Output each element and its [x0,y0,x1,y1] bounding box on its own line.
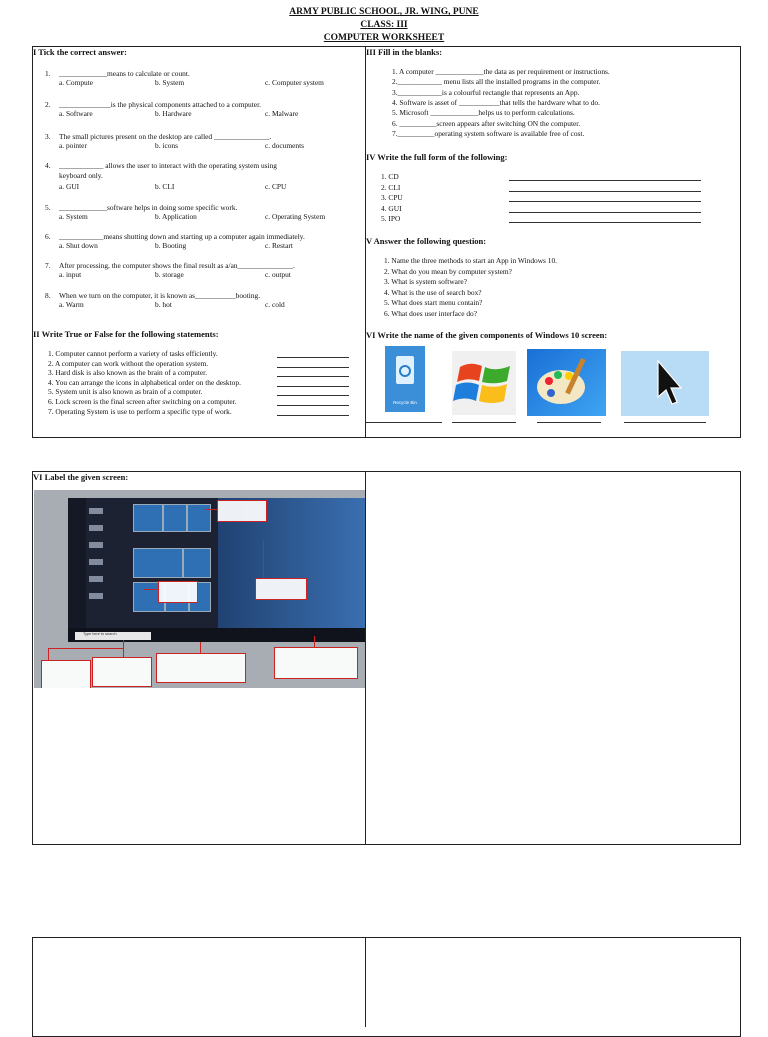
windows-logo-image [452,351,516,415]
answer-line [277,405,349,406]
start-tile [163,504,187,532]
question-number: 1. [45,69,51,78]
option-c: c. Restart [265,241,293,250]
option-c: c. Operating System [265,212,326,221]
question-number: 3. [45,132,51,141]
option-b: b. icons [155,141,178,150]
option-b: b. Application [155,212,197,221]
start-menu-sidebar [68,498,86,628]
recycle-bin-image [385,346,425,412]
blank-item: 2.____________ menu lists all the installed programs in the computer. [392,77,601,87]
answer-question: 5. What does start menu contain? [384,298,483,308]
answer-line [277,357,349,358]
option-b: b. System [155,78,185,87]
section7-title: VI Label the given screen: [33,472,129,482]
option-b: b. hot [155,300,172,309]
label-box-search [92,657,152,687]
blank-item: 1. A computer _____________the data as per requirement or instructions. [392,67,610,76]
answer-line [509,212,701,213]
page2-divider [365,471,366,845]
page3-frame [32,937,741,1037]
option-a: a. Shut down [59,241,98,250]
label-box-start-menu [158,581,198,603]
mouse-pointer-icon [621,351,709,416]
blank-item: 4. Software is asset of ___________that tells the hardware what to do. [392,97,600,107]
statement: 2. A computer can work without the operation system. [48,358,209,368]
page3-divider [365,937,366,1027]
fullform-item: 1. CD [381,172,399,181]
search-box [75,632,151,640]
answer-line [277,415,349,416]
fullform-item: 2. CLI [381,182,401,192]
question-text: After processing, the computer shows the final result as a/an_______________. [59,261,295,270]
answer-line [277,367,349,368]
answer-question: 6. What does user interface do? [384,309,478,318]
answer-line [452,422,516,423]
answer-line [277,376,349,377]
option-c: c. Malware [265,109,299,118]
mouse-pointer-image [621,351,709,416]
option-c: c. output [265,270,291,279]
answer-line [509,191,701,192]
option-b: b. Booting [155,241,187,250]
statement: 4. You can arrange the icons in alphabetical order on the desktop. [48,377,241,387]
option-c: c. CPU [265,182,287,191]
answer-line [509,222,701,223]
option-b: b. CLI [155,182,175,191]
statement: 1. Computer cannot perform a variety of tasks efficiently. [48,349,218,358]
option-a: a. GUI [59,182,80,191]
blank-item: 3.____________is a colourful rectangle that represents an App. [392,87,580,97]
recycle-bin-caption: Recycle Bin [393,400,417,405]
option-c: c. Computer system [265,78,324,87]
question-number: 8. [45,291,51,300]
statement: 6. Lock screen is the final screen after switching on a computer. [48,397,237,406]
label-box-tiles [217,500,267,522]
question-text: _____________means to calculate or count. [59,69,190,78]
section6-title: VI Write the name of the given components of Windows 10 screen: [366,330,608,340]
answer-line [277,395,349,396]
fullform-item: 3. CPU [381,193,403,203]
label-box-start-button [41,660,91,690]
answer-line [537,422,601,423]
search-text: Type here to search [83,632,117,636]
question-text: ______________is the physical components attached to a computer. [59,100,261,109]
section3-title: III Fill in the blanks: [366,47,443,57]
class-label: CLASS: III [360,20,408,30]
photo-bottom-edge [34,688,365,698]
question-text: When we turn on the computer, it is known as___________booting. [59,291,261,300]
section1-title: I Tick the correct answer: [33,47,127,57]
question-text: ____________means shutting down and starting up a computer again immediately. [59,232,305,241]
windows10-screen-photo [34,490,365,698]
option-a: a. Compute [59,78,94,87]
option-a: a. System [59,212,88,221]
answer-line [624,422,706,423]
start-tile [183,548,211,578]
label-box-desktop [255,578,307,600]
option-a: a. Software [59,109,93,118]
label-box-taskbar [156,653,246,683]
recycle-bin-icon [396,356,414,384]
question-number: 5. [45,203,51,212]
fullform-item: 5. IPO [381,214,401,224]
option-b: b. Hardware [155,109,192,118]
windows-flag-icon [452,351,516,415]
question-text: _____________software helps in doing some specific work. [59,203,238,212]
school-name: ARMY PUBLIC SCHOOL, JR. WING, PUNE [289,7,479,17]
statement: 7. Operating System is use to perform a specific type of work. [48,406,232,416]
option-a: a. Warm [59,300,84,309]
question-number: 4. [45,161,51,170]
answer-line [509,201,701,202]
answer-question: 3. What is system software? [384,277,467,287]
question-number: 7. [45,261,51,270]
section5-title: V Answer the following question: [366,236,487,246]
option-a: a. pointer [59,141,87,150]
option-c: c. documents [265,141,304,150]
answer-question: 2. What do you mean by computer system? [384,266,512,276]
fullform-item: 4. GUI [381,203,402,213]
statement: 5. System unit is also known as brain of a computer. [48,387,203,397]
worksheet-title: COMPUTER WORKSHEET [323,33,445,43]
question-text: ____________ allows the user to interact with the operating system using [59,161,277,170]
blank-item: 7.__________operating system software is available free of cost. [392,128,585,138]
option-b: b. storage [155,270,184,279]
question-number: 6. [45,232,51,241]
section2-title: II Write True or False for the following statements: [33,329,219,339]
statement: 3. Hard disk is also known as the brain of a computer. [48,368,208,378]
start-tile [133,504,163,532]
paint-palette-icon [527,349,606,416]
blank-item: 6. __________screen appears after switching ON the computer. [392,118,581,128]
question-number: 2. [45,100,51,109]
answer-line [277,386,349,387]
question-text: The small pictures present on the desktop are called _______________. [59,132,272,141]
section4-title: IV Write the full form of the following: [366,152,508,162]
app-list-icons [89,508,103,603]
blank-item: 5. Microsoft _____________helps us to perform calculations. [392,108,575,118]
option-c: c. cold [265,300,285,309]
answer-question: 1. Name the three methods to start an App in Windows 10. [384,256,558,265]
answer-question: 4. What is the use of search box? [384,287,482,297]
answer-line [509,180,701,181]
label-box-notification [274,647,358,679]
question-text-cont: keyboard only. [59,171,103,180]
option-a: a. input [59,270,82,279]
answer-line [366,422,442,423]
paint-app-image [527,349,606,416]
start-tile [133,548,183,578]
